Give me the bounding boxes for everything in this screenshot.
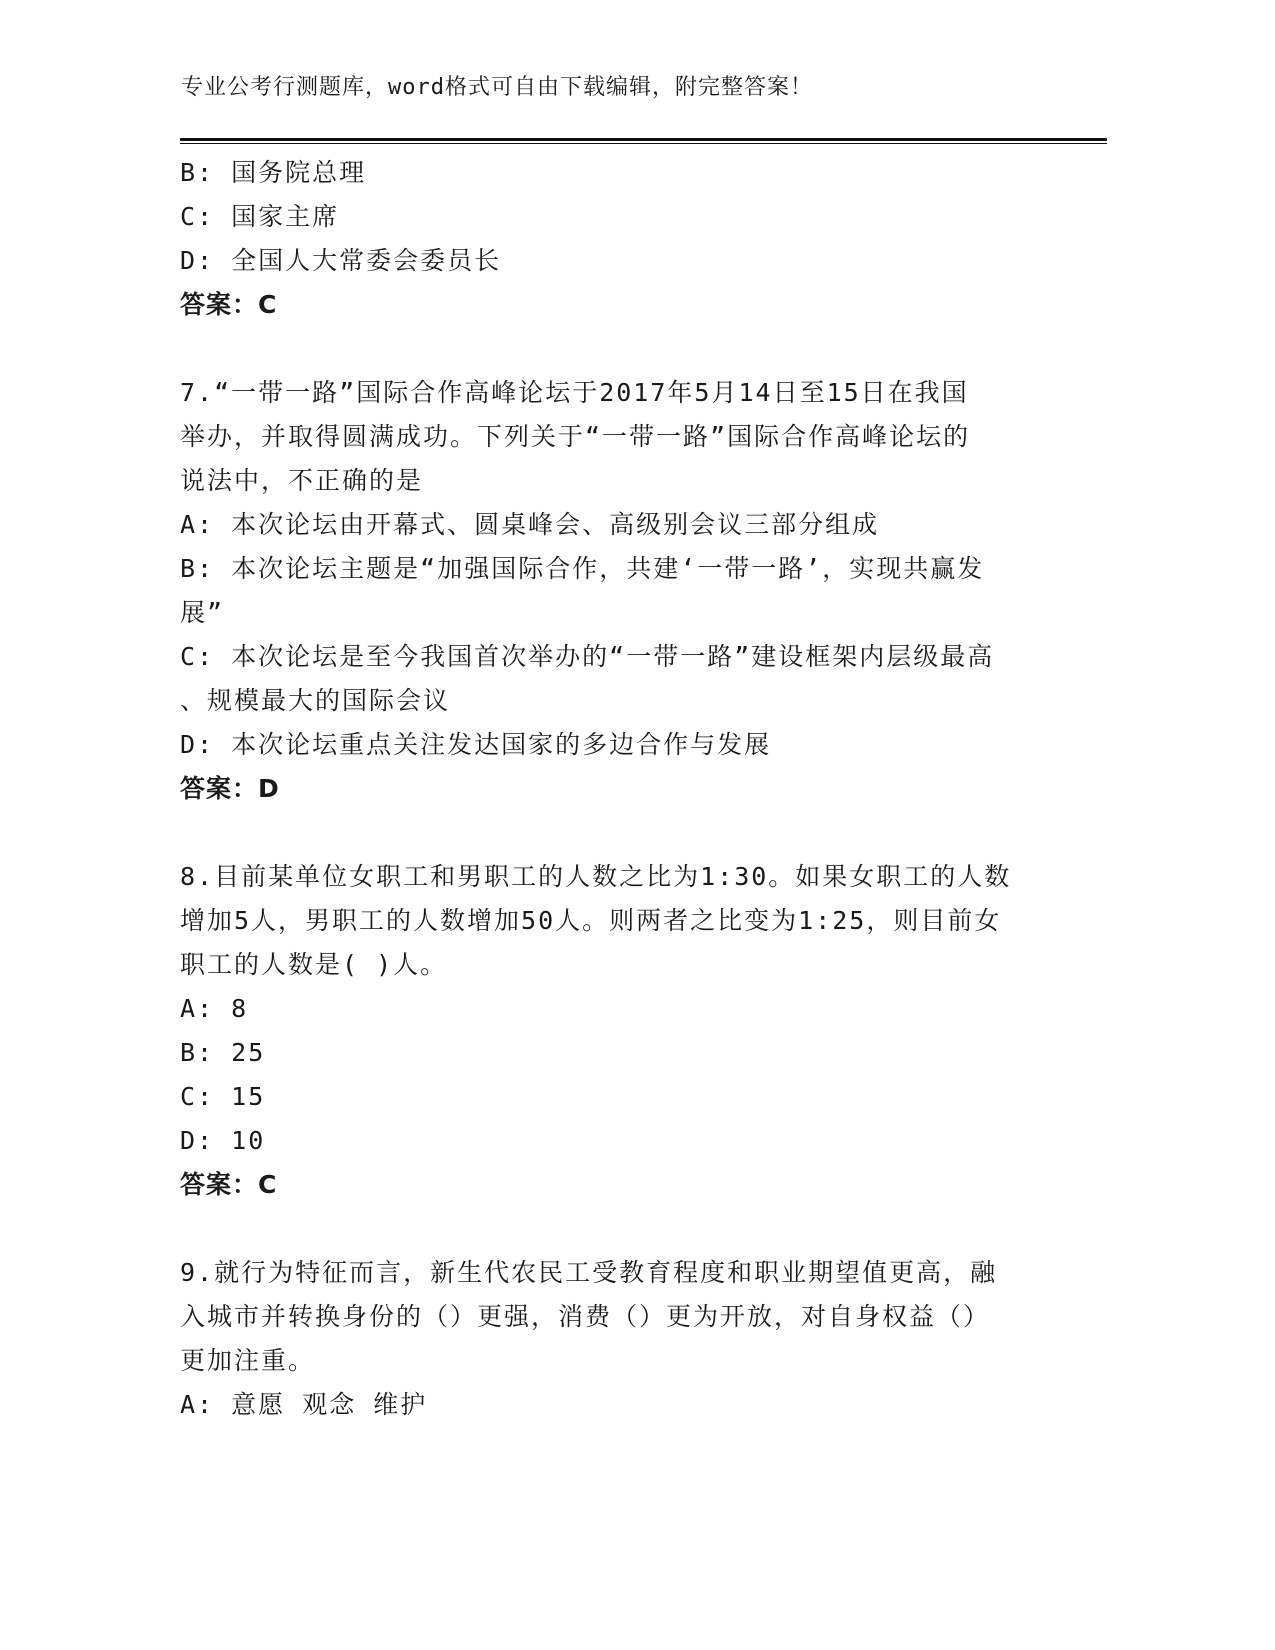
q8-stem-line-2: 增加5人，男职工的人数增加50人。则两者之比变为1:25，则目前女 xyxy=(180,906,1002,935)
q8-option-b: B: 25 xyxy=(180,1038,266,1067)
q7-option-c-line-2: 、规模最大的国际会议 xyxy=(180,686,451,715)
q8-option-d: D: 10 xyxy=(180,1126,266,1155)
q6-option-c: C: 国家主席 xyxy=(180,202,340,231)
question-6-tail xyxy=(180,151,1040,327)
q9-stem-line-3: 更加注重。 xyxy=(180,1346,316,1375)
spacer xyxy=(180,327,1040,371)
q7-stem-line-3: 说法中，不正确的是 xyxy=(180,466,424,495)
q9-stem-line-2: 入城市并转换身份的（）更强，消费（）更为开放，对自身权益（） xyxy=(180,1302,991,1331)
q8-option-a: A: 8 xyxy=(180,994,249,1023)
q8-answer: 答案：C xyxy=(180,1170,278,1199)
spacer xyxy=(180,1207,1040,1251)
q7-answer: 答案：D xyxy=(180,774,280,803)
header-rule-thin xyxy=(180,143,1107,144)
q7-option-c-line-1: C: 本次论坛是至今我国首次举办的“一带一路”建设框架内层级最高 xyxy=(180,642,995,671)
q7-option-b-line-2: 展” xyxy=(180,598,225,627)
q7-option-d: D: 本次论坛重点关注发达国家的多边合作与发展 xyxy=(180,730,772,759)
header-rule-thick xyxy=(180,138,1107,141)
question-7 xyxy=(180,371,1040,811)
q6-option-d: D: 全国人大常委会委员长 xyxy=(180,246,502,275)
question-8 xyxy=(180,855,1040,1207)
q8-stem-line-3: 职工的人数是( )人。 xyxy=(180,950,448,979)
spacer xyxy=(180,811,1040,855)
q7-stem-line-1: 7.“一带一路”国际合作高峰论坛于2017年5月14日至15日在我国 xyxy=(180,378,969,407)
page-header-note: 专业公考行测题库，word格式可自由下载编辑，附完整答案！ xyxy=(181,75,813,100)
q7-stem-line-2: 举办，并取得圆满成功。下列关于“一带一路”国际合作高峰论坛的 xyxy=(180,422,971,451)
q9-option-a: A: 意愿 观念 维护 xyxy=(180,1390,428,1419)
q6-option-b: B: 国务院总理 xyxy=(180,158,367,187)
q7-option-a: A: 本次论坛由开幕式、圆桌峰会、高级别会议三部分组成 xyxy=(180,510,880,539)
question-9 xyxy=(180,1251,1040,1427)
q8-stem-line-1: 8.目前某单位女职工和男职工的人数之比为1:30。如果女职工的人数 xyxy=(180,862,1012,891)
q7-option-b-line-1: B: 本次论坛主题是“加强国际合作，共建‘一带一路’，实现共赢发 xyxy=(180,554,985,583)
q9-stem-line-1: 9.就行为特征而言，新生代农民工受教育程度和职业期望值更高，融 xyxy=(180,1258,998,1287)
q8-option-c: C: 15 xyxy=(180,1082,266,1111)
q6-answer: 答案：C xyxy=(180,290,278,319)
question-content xyxy=(180,151,1040,1427)
